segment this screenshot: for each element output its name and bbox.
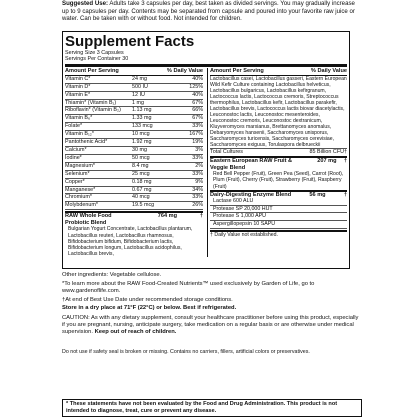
nutrient-row xyxy=(65,139,203,147)
amount-per-serving-label-right: Amount Per Serving xyxy=(210,67,264,74)
fruit-blend-name: Eastern European RAW Fruit & Veggie Blend xyxy=(210,158,293,171)
nutrient-name: Selenium* xyxy=(65,170,90,177)
nutrient-row xyxy=(65,147,203,155)
raw-blend-header xyxy=(65,211,203,226)
nutrient-dv: 3% xyxy=(195,146,203,153)
raw-blend-name: RAW Whole Food Probiotic Blend xyxy=(65,213,112,226)
total-cultures-label: Total Cultures xyxy=(210,149,243,156)
nutrient-dv: 26% xyxy=(192,202,203,209)
enzyme-list xyxy=(210,198,347,228)
enzyme-blend-amount: 56 mg xyxy=(309,191,326,198)
nutrient-row xyxy=(65,84,203,92)
nutrient-row xyxy=(65,100,203,108)
nutrient-name: Molybdenum* xyxy=(65,202,98,209)
nutrient-dv: 66% xyxy=(192,107,203,114)
daily-value-label-right: % Daily Value xyxy=(310,67,347,74)
nutrient-name: Thiamin* (Vitamin B₁) xyxy=(65,99,117,106)
nutrient-amount: 40 mcg xyxy=(132,194,150,201)
nutrient-amount: 1 mg xyxy=(132,99,144,106)
nutrient-dv: 40% xyxy=(192,75,203,82)
nutrient-row xyxy=(65,163,203,171)
nutrient-amount: 25 mcg xyxy=(132,170,150,177)
nutrient-name: Vitamin D* xyxy=(65,83,91,90)
nutrient-row xyxy=(65,179,203,187)
nutrient-name: Pantothenic Acid* xyxy=(65,139,108,146)
nutrient-dv: 19% xyxy=(192,139,203,146)
facts-columns xyxy=(65,68,347,257)
nutrient-amount: 24 mg xyxy=(132,75,147,82)
nutrient-row xyxy=(65,155,203,163)
nutrient-dv: 40% xyxy=(192,91,203,98)
left-column xyxy=(65,68,203,257)
enzyme-row: Lactase 600 ALU xyxy=(210,198,347,206)
dv-note: † Daily Value not established. xyxy=(210,230,347,238)
nutrient-amount: 30 mg xyxy=(132,146,147,153)
serving-size: Serving Size 3 Capsules xyxy=(65,50,124,56)
nutrient-dv: 34% xyxy=(192,186,203,193)
raw-blend-amount: 764 mg xyxy=(157,213,178,220)
seal-note: Do not use if safety seal is broken or missing. Contains no carriers, fillers, artificial colors or preservatives. xyxy=(62,349,310,355)
nutrient-row xyxy=(65,123,203,131)
nutrient-list xyxy=(65,76,203,210)
nutrient-dv: 33% xyxy=(192,170,203,177)
nutrient-name: Calcium* xyxy=(65,146,87,153)
nutrient-amount: 1.92 mg xyxy=(132,139,152,146)
suggested-use-text: Adults take 3 capsules per day, best taken as divided servings. You may gradually increase up to 9 capsules per day. Contents may be separated from capsule and poured into your favorite raw juice or water. Can be taken with or without food. Not intended for children. xyxy=(62,0,355,23)
amount-per-serving-label: Amount Per Serving xyxy=(65,67,119,74)
fruit-blend-header xyxy=(210,156,347,171)
nutrient-amount: 1.13 mg xyxy=(132,107,152,114)
nutrient-row xyxy=(65,131,203,139)
fruit-blend-ingredients: Red Bell Pepper (Fruit), Green Pea (Seed), Carrot (Root), Plum (Fruit), Cherry (Fruit), Strawberry (Fruit), Raspberry (Fruit) xyxy=(213,171,344,190)
enzyme-row: Aspergillopepsin 10 SAPU xyxy=(210,221,347,229)
nutrient-amount: 19.5 mcg xyxy=(132,202,155,209)
supplement-facts-panel xyxy=(62,31,350,269)
nutrient-row xyxy=(65,187,203,195)
suggested-use-label: Suggested Use: xyxy=(62,0,109,7)
nutrient-dv: 33% xyxy=(192,154,203,161)
nutrient-name: Manganese* xyxy=(65,186,96,193)
nutrient-name: Magnesium* xyxy=(65,162,95,169)
daily-value-label: % Daily Value xyxy=(166,67,203,74)
total-cultures-amount: 85 Billion CFU† xyxy=(309,149,347,156)
nutrient-name: Vitamin E* xyxy=(65,91,91,98)
nutrient-dv: 33% xyxy=(192,194,203,201)
servings-per-container: Servings Per Container 30 xyxy=(65,56,129,63)
enzyme-blend-name: Dairy-Digesting Enzyme Blend xyxy=(210,191,292,198)
enzyme-blend-header xyxy=(210,190,347,199)
nutrient-amount: 0.67 mg xyxy=(132,186,152,193)
nutrient-dv: 167% xyxy=(189,131,203,138)
caution-text: CAUTION: As with any dietary supplement, consult your healthcare practitioner before using this product, especially if you are pregnant, nursing, anticipate surgery, take medication on a regular basis or are otherwise under medical supervision. xyxy=(62,315,359,335)
nutrient-amount: 10 mcg xyxy=(132,131,150,138)
facts-title: Supplement Facts xyxy=(65,33,195,50)
keep-out-of-reach: Keep out of reach of children. xyxy=(94,329,177,335)
enzyme-blend-dv: † xyxy=(343,191,347,198)
nutrient-name: Vitamin B₆* xyxy=(65,115,93,122)
nutrient-row xyxy=(65,202,203,210)
fruit-blend-dv: † xyxy=(343,158,347,165)
other-ingredients: Other ingredients: Vegetable cellulose. xyxy=(62,272,162,278)
nutrient-row xyxy=(65,115,203,123)
nutrient-dv: 125% xyxy=(189,83,203,90)
fruit-blend-amount: 207 mg xyxy=(317,158,337,165)
nutrient-row xyxy=(65,92,203,100)
thick-rule xyxy=(65,64,347,67)
raw-blend-dv: † xyxy=(199,213,203,220)
best-use-note: †At end of Best Use Date under recommended storage conditions. xyxy=(62,297,233,303)
nutrient-amount: 0.18 mg xyxy=(132,178,152,185)
nutrient-name: Copper* xyxy=(65,178,85,185)
nutrient-dv: 2% xyxy=(195,162,203,169)
nutrient-amount: 500 IU xyxy=(132,83,148,90)
nutrient-name: Chromium* xyxy=(65,194,92,201)
amount-header-right xyxy=(210,68,347,76)
nutrient-name: Vitamin C* xyxy=(65,75,91,82)
nutrient-name: Iodine* xyxy=(65,154,82,161)
nutrient-dv: 9% xyxy=(195,178,203,185)
learn-more-note: *To learn more about the RAW Food-Created Nutrients™ used exclusively by Garden of Life, go to www.gardenoflife.com. xyxy=(62,281,315,294)
raw-blend-ingredients: Bulgarian Yogurt Concentrate, Lactobacillus plantarum, Lactobacillus reuteri, Lactobacillus rhamnosus, Bifidobacterium bifidum, Bifidobacterium lactis, Bifidobacterium longum, Lactobacillus acidophilus, Lactobacillus brevis, xyxy=(68,226,193,257)
amount-header xyxy=(65,68,203,76)
nutrient-amount: 12 IU xyxy=(132,91,145,98)
nutrient-dv: 67% xyxy=(192,115,203,122)
nutrient-amount: 1.33 mg xyxy=(132,115,152,122)
nutrient-row xyxy=(65,76,203,84)
nutrient-row xyxy=(65,107,203,115)
nutrient-name: Folate* xyxy=(65,123,83,130)
nutrient-row xyxy=(65,194,203,202)
nutrient-dv: 33% xyxy=(192,123,203,130)
caution-note xyxy=(62,315,362,336)
suggested-use xyxy=(62,0,362,23)
nutrient-dv: 67% xyxy=(192,99,203,106)
probiotic-strains: Lactobacillus casei, Lactobacillus gasseri, Eastern European Wild Kefir Culture containing Lactobacillus helveticus, Lactobacillus bulgaricus, Lactobacillus kefirgranum, Lactococcus lactis, Lactococcus cremoris, Streptococcus thermophilus, Lactobacillus kefir, Lactobacillus parakefir, Lactobacillus brevis, Lactococcus lactis biovar diacetylactis, Leuconostoc lactis, Leuconostoc mesenteroides, Leuconostoc cremoris, Leuconostoc dextranicum, Kluyveromyces marxianus, Brettanomyces anomalus, Debaryomyces hansenii, Saccharomyces unisporus, Saccharomyces turicensis, Saccharomyces cerevisiae, Saccharomyces exiguus, Torulaspora delbrueckii xyxy=(210,75,347,149)
enzyme-row: Protease SP 20,000 HUT xyxy=(210,206,347,214)
right-column xyxy=(207,68,347,257)
nutrient-name: Vitamin B₁₂* xyxy=(65,131,94,138)
enzyme-row: Protease S 1,000 APU xyxy=(210,213,347,221)
nutrient-amount: 133 mcg xyxy=(132,123,153,130)
total-cultures-row xyxy=(210,148,347,156)
storage-note: Store in a dry place at 71°F (22°C) or below. Best if refrigerated. xyxy=(62,305,237,311)
nutrient-amount: 8.4 mg xyxy=(132,162,149,169)
nutrient-row xyxy=(65,171,203,179)
nutrient-name: Riboflavin* (Vitamin B₂) xyxy=(65,107,121,114)
nutrient-amount: 50 mcg xyxy=(132,154,150,161)
fda-disclaimer: * These statements have not been evaluated by the Food and Drug Administration. This product is not intended to diagnose, treat, cure or prevent any disease. xyxy=(62,399,362,417)
